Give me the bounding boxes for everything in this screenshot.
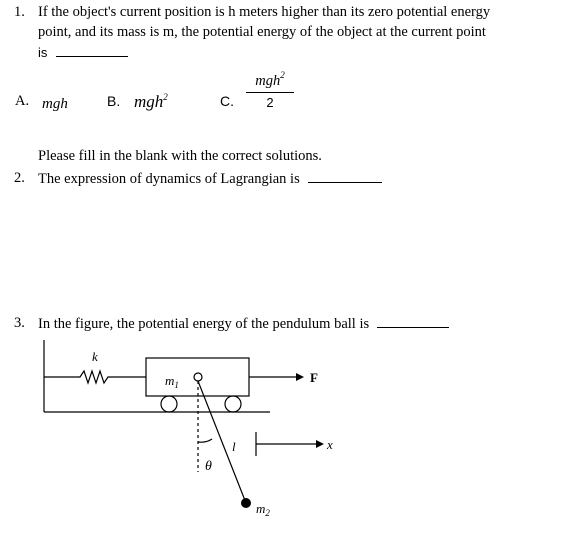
label-m1-sub: 1: [174, 380, 179, 390]
option-a-label: A.: [15, 93, 30, 109]
pendulum-pivot: [194, 373, 202, 381]
label-m2: [256, 501, 270, 518]
option-b-exponent: 2: [163, 92, 168, 102]
option-c-denominator: 2: [266, 95, 274, 110]
cart-m1: [146, 358, 249, 396]
cart-wheel-right: [225, 396, 241, 412]
option-c-label: C.: [220, 93, 234, 109]
q2-text: The expression of dynamics of Lagrangian is: [38, 171, 300, 187]
q1-text-line2: point, and its mass is m, the potential energy of the object at the current point: [38, 24, 486, 40]
q1-line3-text: is: [38, 45, 48, 60]
label-m1-main: m: [165, 373, 175, 388]
label-k: k: [92, 349, 98, 364]
force-arrow-head: [296, 373, 304, 381]
label-m2-sub: 2: [265, 508, 270, 518]
spring-k: [44, 371, 146, 383]
label-F: F: [310, 370, 318, 385]
cart-wheel-left: [161, 396, 177, 412]
option-c-exponent: 2: [280, 70, 285, 80]
label-m1: [165, 373, 179, 390]
q1-number: 1.: [14, 4, 25, 20]
pendulum-ball-m2: [241, 498, 251, 508]
q3-number: 3.: [14, 315, 25, 331]
q1-text-line1: If the object's current position is h meters higher than its zero potential energy: [38, 4, 491, 20]
x-arrow-head: [316, 440, 324, 448]
label-x: x: [327, 437, 333, 452]
label-l: l: [232, 439, 236, 454]
instruction-text: Please fill in the blank with the correct solutions.: [38, 148, 322, 164]
option-a-text: mgh: [42, 96, 68, 112]
angle-arc: [198, 439, 212, 442]
q2-number: 2.: [14, 170, 25, 186]
option-b-text: mgh: [134, 92, 164, 111]
option-b-label: B.: [107, 93, 121, 109]
label-m2-main: m: [256, 501, 266, 516]
option-c-numerator-text: mgh: [255, 73, 281, 89]
q3-text: In the figure, the potential energy of the pendulum ball is: [38, 316, 370, 332]
label-theta: θ: [205, 459, 212, 474]
